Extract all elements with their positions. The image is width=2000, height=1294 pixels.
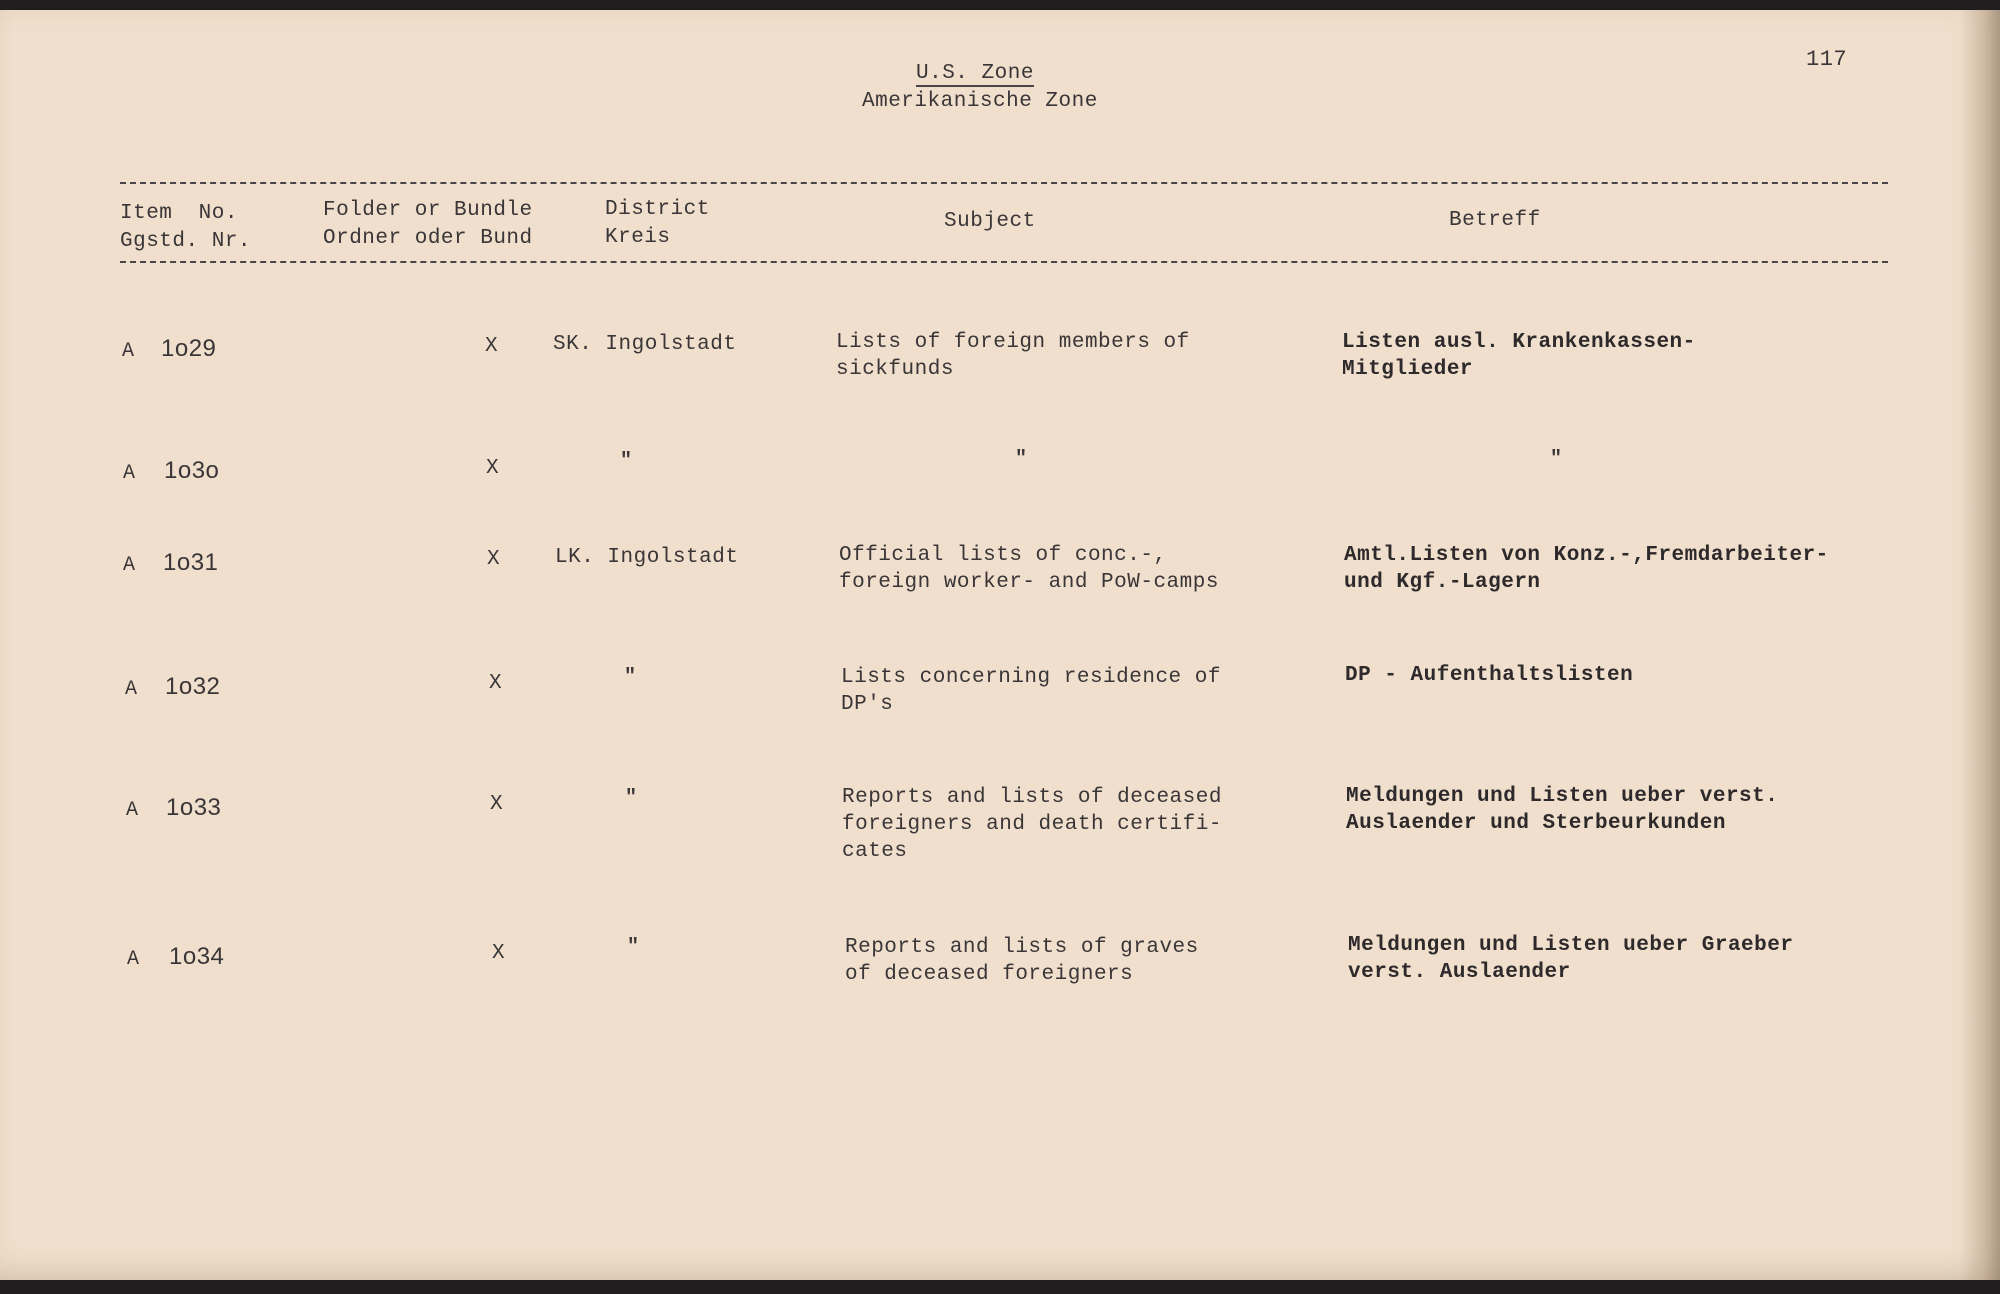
row-1-subject: Lists of foreign members of sickfunds [836, 331, 1190, 381]
row-2-number: 1o3o [164, 457, 220, 484]
header-bottom-rule [120, 261, 1888, 263]
header-subject: Subject [944, 210, 1036, 233]
row-5-district: " [625, 787, 638, 810]
row-2-district: " [620, 450, 633, 473]
row-2-subject: " [1015, 448, 1028, 471]
row-4-district: " [624, 666, 637, 689]
row-3-district: LK. Ingolstadt [555, 546, 739, 569]
row-1-folder: X [485, 335, 499, 358]
row-2-folder: X [486, 457, 500, 480]
row-3-folder: X [487, 548, 501, 571]
row-2-letter: A [123, 462, 136, 485]
row-5-subject: Reports and lists of deceased foreigners and death certifi- cates [842, 786, 1222, 863]
row-6-letter: A [127, 948, 140, 971]
zone-title: U.S. Zone [916, 62, 1034, 85]
row-2-betreff: " [1550, 448, 1563, 471]
row-5-folder: X [490, 793, 504, 816]
row-6-number: 1o34 [169, 943, 225, 970]
row-4-letter: A [125, 678, 138, 701]
row-3-number: 1o31 [163, 549, 219, 576]
row-1-district: SK. Ingolstadt [553, 333, 737, 356]
row-6-district: " [627, 936, 640, 959]
document-page [0, 10, 2000, 1280]
row-3-subject: Official lists of conc.-, foreign worker- and PoW-camps [839, 544, 1219, 594]
header-folder: Folder or Bundle Ordner oder Bund [323, 199, 533, 250]
row-4-folder: X [489, 672, 503, 695]
row-3-betreff: Amtl.Listen von Konz.-,Fremdarbeiter- und Kgf.-Lagern [1344, 544, 1829, 594]
row-4-betreff: DP - Aufenthaltslisten [1345, 664, 1634, 687]
row-1-letter: A [122, 340, 135, 363]
row-1-number: 1o29 [161, 335, 217, 362]
row-3-letter: A [123, 554, 136, 577]
row-4-subject: Lists concerning residence of DP's [841, 666, 1221, 716]
page-edge [1960, 10, 2000, 1280]
page-number: 117 [1806, 47, 1848, 72]
zone-subtitle: Amerikanische Zone [862, 90, 1098, 113]
row-5-letter: A [126, 799, 139, 822]
row-1-betreff: Listen ausl. Krankenkassen- Mitglieder [1342, 331, 1696, 381]
header-item: Item No. Ggstd. Nr. [120, 202, 252, 253]
header-top-rule [120, 182, 1888, 184]
row-5-number: 1o33 [166, 794, 222, 821]
row-6-subject: Reports and lists of graves of deceased foreigners [845, 936, 1199, 986]
row-6-betreff: Meldungen und Listen ueber Graeber verst. Auslaender [1348, 934, 1794, 984]
row-4-number: 1o32 [165, 673, 221, 700]
header-district: District Kreis [605, 198, 710, 249]
header-betreff: Betreff [1449, 209, 1541, 232]
row-5-betreff: Meldungen und Listen ueber verst. Auslaender und Sterbeurkunden [1346, 785, 1779, 835]
row-6-folder: X [492, 942, 506, 965]
